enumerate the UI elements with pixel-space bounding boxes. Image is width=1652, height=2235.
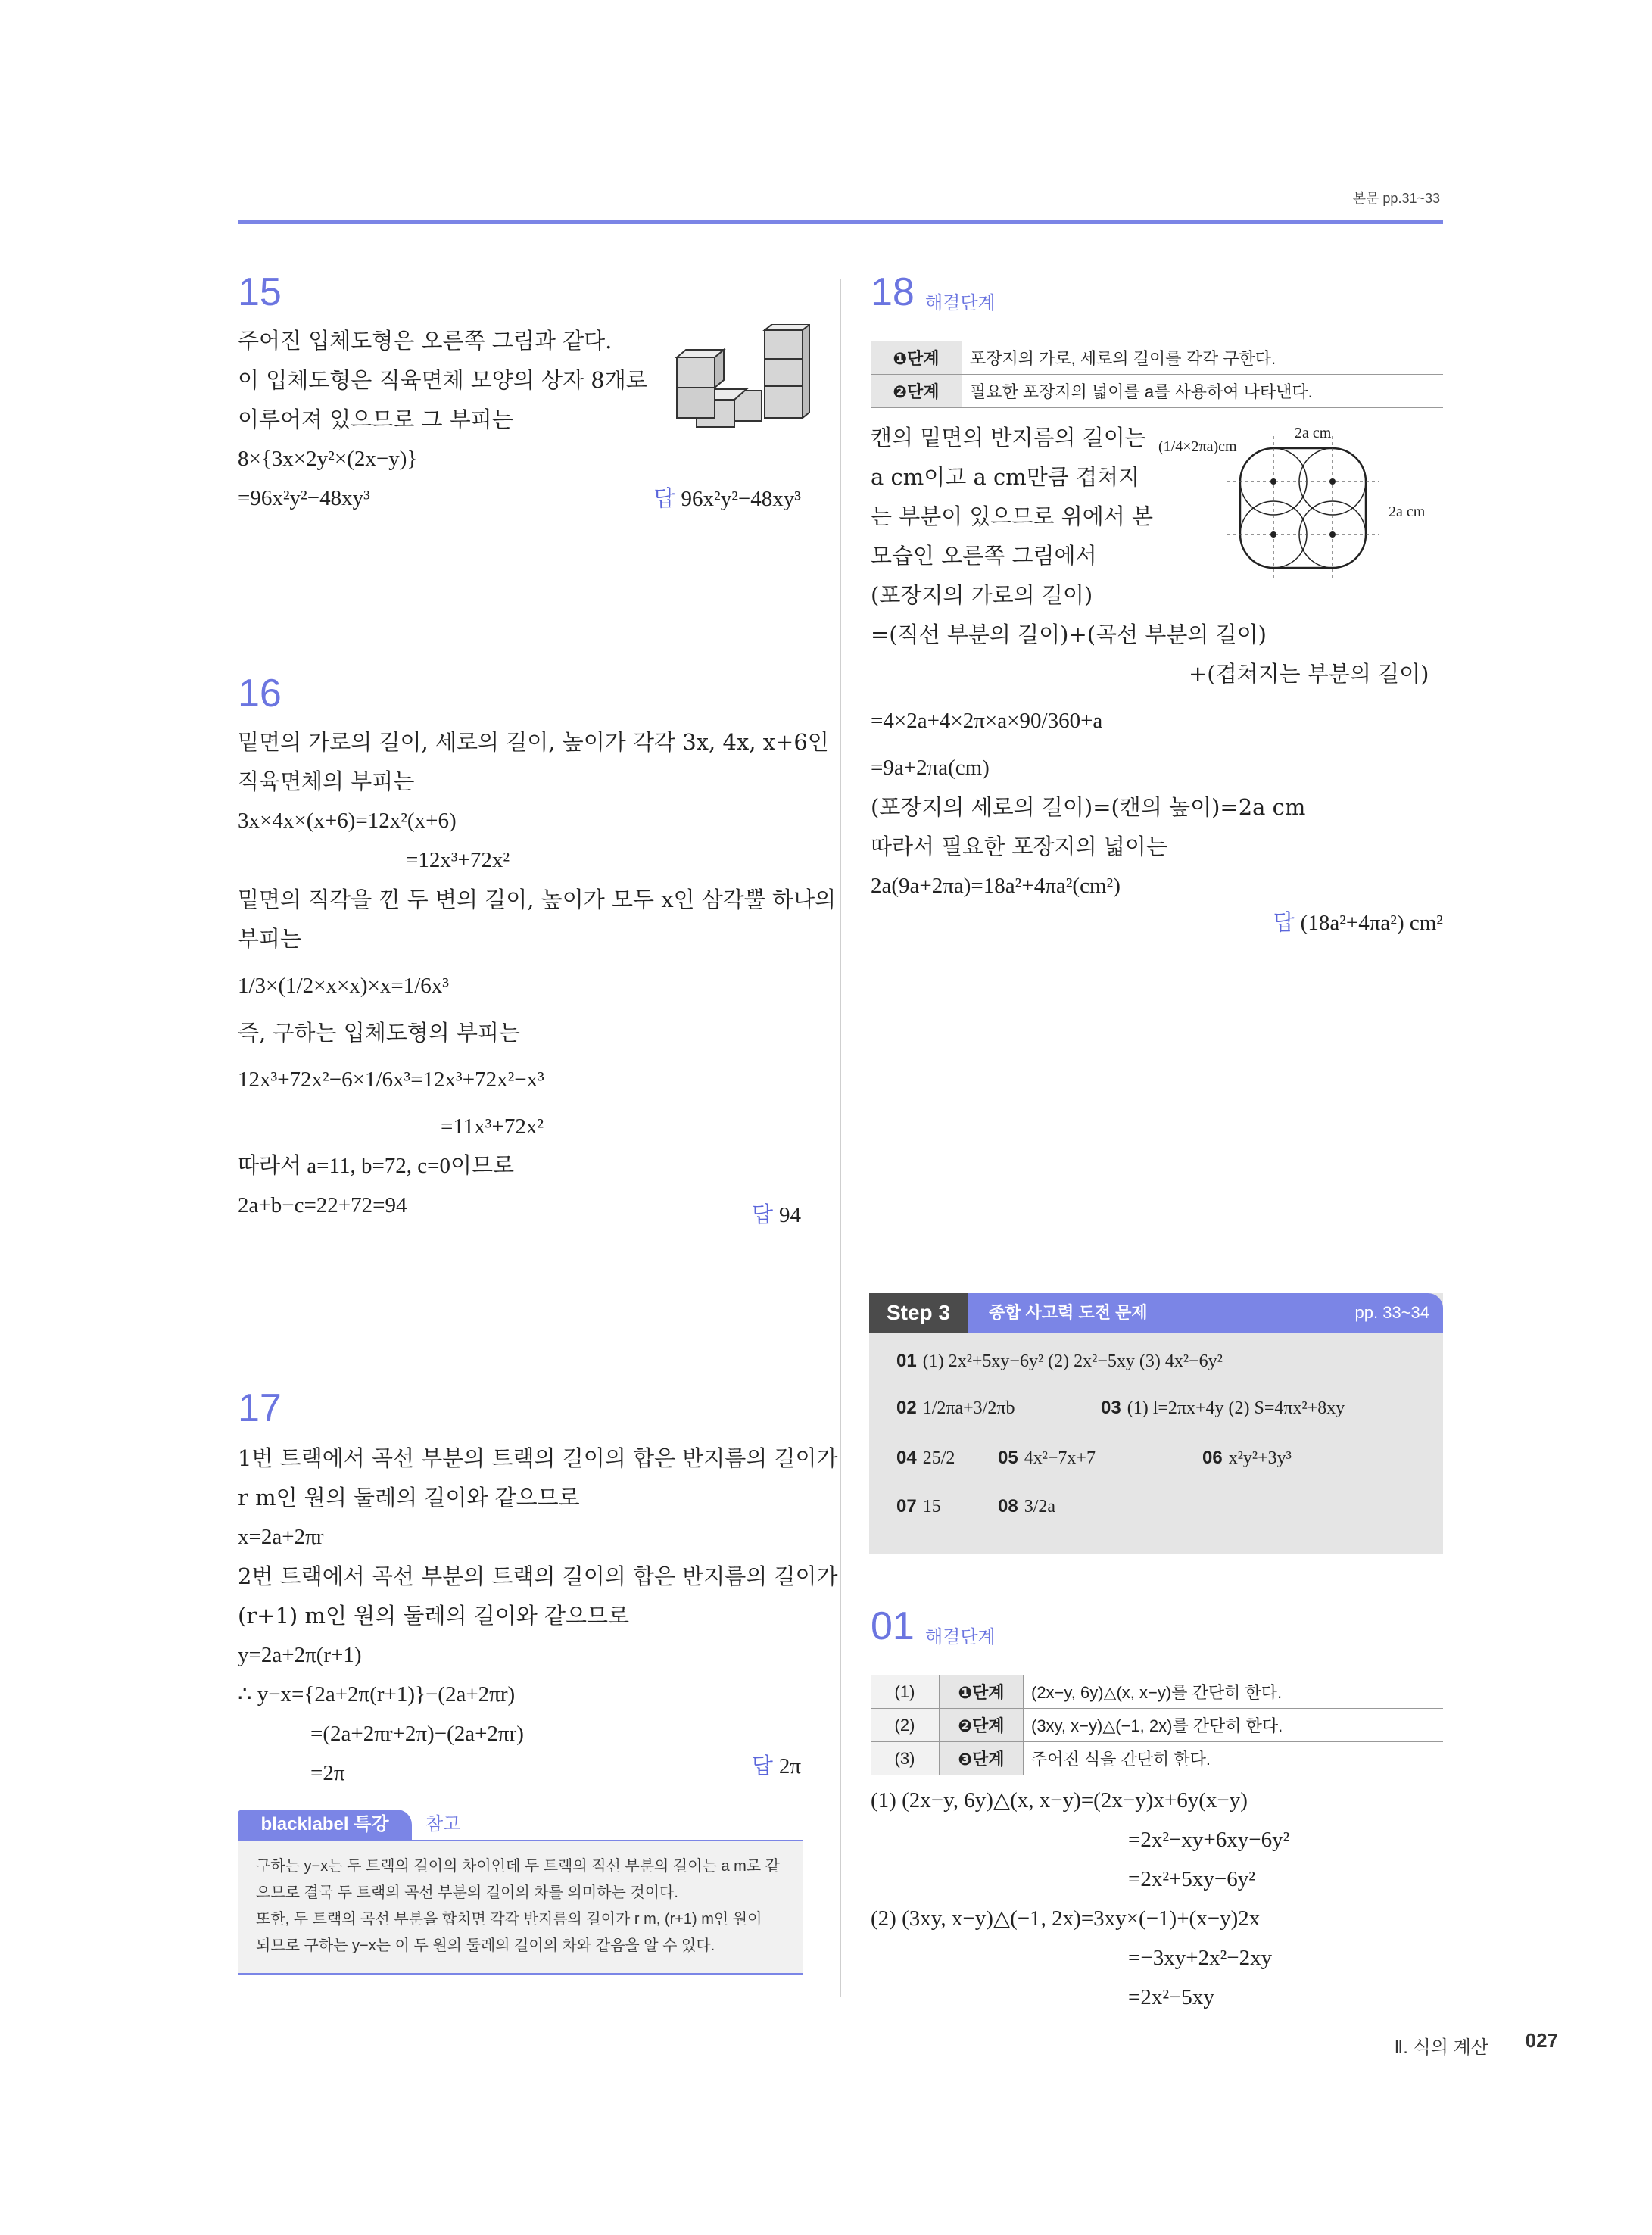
answer-val: x²y²+3y³ (1228, 1448, 1292, 1468)
formula-line: =12x³+72x² (406, 848, 510, 872)
note-line: 구하는 y−x는 두 트랙의 길이의 차이인데 두 트랙의 직선 부분의 길이는 a m로 같 (256, 1858, 780, 1875)
step3-title: 종합 사고력 도전 문제 (989, 1303, 1148, 1322)
answer-key: 08 (998, 1496, 1018, 1516)
formula-line: 1/3×(1/2×x×x)×x=1/6x³ (238, 974, 449, 998)
text-line: +(겹쳐지는 부분의 길이) (1189, 661, 1429, 687)
problem-18-tag: 해결단계 (925, 293, 996, 313)
problem-18-number: 18 (871, 270, 915, 314)
answer-row (896, 1496, 941, 1517)
formula-line: =9a+2πa(cm) (871, 756, 990, 780)
formula-line: ∴ y−x={2a+2π(r+1)}−(2a+2πr) (238, 1682, 516, 1707)
problem-01-solution (871, 1781, 1289, 2017)
formula-line: 12x³+72x²−6×1/6x³=12x³+72x²−x³ (238, 1068, 544, 1092)
formula-line: 2a(9a+2πa)=18a²+4πa²(cm²) (871, 874, 1121, 898)
cube (765, 330, 803, 359)
formula-line: 3x×4x×(x+6)=12x²(x+6) (238, 809, 457, 833)
answer-val: (1) l=2πx+4y (2) S=4πx²+8xy (1127, 1398, 1345, 1418)
formula-line: =2x²−5xy (1128, 1985, 1214, 2009)
answer-label: 답 (653, 487, 675, 511)
text-line: 는 부분이 있으므로 위에서 본 (871, 503, 1154, 529)
center-dot (1270, 531, 1276, 538)
blacklabel-tag: 참고 (425, 1814, 461, 1834)
cube (765, 357, 803, 386)
table-row (871, 1742, 1443, 1775)
text-line: 이루어져 있으므로 그 부피는 (238, 407, 513, 432)
note-line: 으므로 결국 두 트랙의 곡선 부분의 길이의 차를 의미하는 것이다. (256, 1884, 678, 1901)
text-line: (포장지의 세로의 길이)=(캔의 높이)=2a cm (871, 794, 1306, 820)
cube (765, 385, 803, 418)
center-dot (1329, 531, 1336, 538)
step-tag: ❸단계 (940, 1742, 1024, 1775)
problem-17-answer (752, 1749, 801, 1780)
text-line: 이 입체도형은 직육면체 모양의 상자 8개로 (238, 367, 647, 393)
answer-value: 94 (779, 1203, 801, 1227)
answer-row (998, 1496, 1055, 1517)
answer-val: 3/2a (1024, 1497, 1056, 1516)
note-line: 또한, 두 트랙의 곡선 부분을 합치면 각각 반지름의 길이가 r m, (r+1) m인 원이 (256, 1911, 762, 1928)
text-line: (r+1) m인 원의 둘레의 길이와 같으므로 (238, 1603, 630, 1629)
answer-key: 04 (896, 1448, 917, 1468)
answer-key: 07 (896, 1496, 917, 1516)
cube (677, 357, 715, 388)
step3-answer-box (869, 1293, 1443, 1554)
step-text: (3xy, x−y)△(−1, 2x)를 간단히 한다. (1024, 1709, 1444, 1742)
part-label: (2) (871, 1709, 940, 1742)
column-divider (840, 279, 841, 1997)
answer-row (896, 1398, 1015, 1419)
text-line: =(직선 부분의 길이)+(곡선 부분의 길이) (871, 622, 1267, 647)
answer-row (896, 1448, 955, 1469)
formula-line: =2x²+5xy−6y² (1128, 1867, 1255, 1891)
problem-15-answer (654, 482, 801, 513)
answer-key: 02 (896, 1398, 917, 1418)
part-label: (1) (871, 1675, 940, 1709)
step-tag: ❶단계 (871, 341, 962, 375)
blacklabel-badge: blacklabel 특강 (238, 1810, 412, 1840)
formula-line: =−3xy+2x²−2xy (1128, 1946, 1273, 1970)
text-line: 직육면체의 부피는 (238, 768, 415, 794)
problem-01-tag: 해결단계 (925, 1627, 996, 1647)
text-line: a cm이고 a cm만큼 겹쳐지 (871, 464, 1140, 490)
step-tag: ❶단계 (940, 1675, 1024, 1709)
blacklabel-box (238, 1840, 803, 1975)
answer-label: 답 (751, 1203, 773, 1227)
answer-val: 4x²−7x+7 (1024, 1448, 1096, 1468)
table-row (871, 341, 1443, 375)
center-dot (1329, 478, 1336, 485)
cube-side (803, 324, 810, 418)
problem-01-steps-table (871, 1675, 1443, 1775)
formula-line: =2π (310, 1761, 345, 1785)
answer-val: 15 (922, 1497, 941, 1516)
formula-line: x=2a+2πr (238, 1525, 324, 1549)
table-row (871, 1675, 1443, 1709)
text-line: 따라서 필요한 포장지의 넓이는 (871, 834, 1167, 859)
text-line: 캔의 밑면의 반지름의 길이는 (871, 425, 1146, 450)
text-line: 밑면의 가로의 길이, 세로의 길이, 높이가 각각 3x, 4x, x+6인 (238, 729, 829, 755)
note-line: 되므로 구하는 y−x는 이 두 원의 둘레의 길이의 차와 같음을 알 수 있다. (256, 1937, 715, 1954)
cube-stack-figure (674, 324, 810, 430)
cans-top-view-figure (1158, 421, 1438, 592)
answer-key: 01 (896, 1351, 917, 1371)
problem-16-answer (752, 1198, 801, 1229)
formula-line: y=2a+2π(r+1) (238, 1643, 362, 1667)
formula-line: 8×{3x×2y²×(2x−y)} (238, 447, 418, 471)
formula-line: (2) (3xy, x−y)△(−1, 2x)=3xy×(−1)+(x−y)2x (871, 1906, 1261, 1931)
formula-line: (1) (2x−y, 6y)△(x, x−y)=(2x−y)x+6y(x−y) (871, 1788, 1248, 1813)
problem-18-answer (1273, 906, 1443, 937)
text-line: 즉, 구하는 입체도형의 부피는 (238, 1020, 521, 1046)
chapter-title: Ⅱ. 식의 계산 (1394, 2037, 1488, 2058)
answer-value: (18a²+4πa²) cm² (1300, 911, 1443, 935)
answer-val: 25/2 (922, 1448, 955, 1468)
answer-key: 05 (998, 1448, 1018, 1468)
answer-val: 1/2πa+3/2πb (922, 1398, 1015, 1418)
text-line: r m인 원의 둘레의 길이와 같으므로 (238, 1485, 580, 1510)
formula-line: =(2a+2πr+2π)−(2a+2πr) (310, 1722, 524, 1746)
text-line: 2번 트랙에서 곡선 부분의 트랙의 길이의 합은 반지름의 길이가 (238, 1563, 838, 1589)
answer-key: 06 (1202, 1448, 1223, 1468)
step-tag: ❷단계 (940, 1709, 1024, 1742)
step3-pages: pp. 33~34 (1354, 1303, 1429, 1322)
step3-badge: Step 3 (869, 1293, 968, 1333)
problem-17-number: 17 (238, 1386, 282, 1430)
step-text: (2x−y, 6y)△(x, x−y)를 간단히 한다. (1024, 1675, 1444, 1709)
problem-16-number: 16 (238, 672, 282, 715)
text-line: 부피는 (238, 926, 302, 952)
height-label: 2a cm (1389, 503, 1426, 520)
step-text: 필요한 포장지의 넓이를 a를 사용하여 나타낸다. (962, 375, 1444, 408)
problem-17-text (238, 1439, 838, 1793)
answer-row (998, 1448, 1096, 1469)
formula-line: 따라서 a=11, b=72, c=0이므로 (238, 1154, 515, 1178)
step-text: 포장지의 가로, 세로의 길이를 각각 구한다. (962, 341, 1444, 375)
text-line: 모습인 오른쪽 그림에서 (871, 543, 1097, 569)
header-rule (238, 220, 1443, 224)
answer-value: 96x²y²−48xy³ (681, 487, 801, 511)
page-number: 027 (1525, 2029, 1558, 2052)
text-line: 밑면의 직각을 낀 두 변의 길이, 높이가 모두 x인 삼각뿔 하나의 (238, 887, 837, 912)
formula-line: =96x²y²−48xy³ (238, 486, 370, 510)
answer-label: 답 (1273, 911, 1295, 935)
part-label: (3) (871, 1742, 940, 1775)
answer-row (1202, 1448, 1292, 1469)
step-text: 주어진 식을 간단히 한다. (1024, 1742, 1444, 1775)
table-row (871, 1709, 1443, 1742)
answer-row (896, 1351, 1223, 1372)
answer-val: (1) 2x²+5xy−6y² (2) 2x²−5xy (3) 4x²−6y² (922, 1351, 1223, 1371)
answer-row (1101, 1398, 1345, 1419)
problem-01-number: 01 (871, 1604, 915, 1648)
formula-line: =2x²−xy+6xy−6y² (1128, 1828, 1290, 1852)
page-reference: 본문 pp.31~33 (1352, 191, 1440, 206)
text-line: (포장지의 가로의 길이) (871, 582, 1093, 608)
table-row (871, 375, 1443, 408)
cube-side (715, 350, 724, 388)
formula-line: =11x³+72x² (441, 1114, 544, 1139)
problem-16-text (238, 722, 836, 1225)
answer-label: 답 (751, 1754, 773, 1778)
answer-value: 2π (778, 1754, 801, 1778)
problem-18-steps-table (871, 341, 1443, 408)
problem-15-text (238, 321, 647, 518)
formula-line: 2a+b−c=22+72=94 (238, 1193, 407, 1217)
cube (677, 388, 715, 418)
width-label: 2a cm (1295, 425, 1332, 441)
answer-key: 03 (1101, 1398, 1121, 1418)
step-tag: ❷단계 (871, 375, 962, 408)
formula-line: =4×2a+4×2π×a×90/360+a (871, 709, 1103, 733)
problem-15-number: 15 (238, 270, 282, 314)
center-dot (1270, 478, 1276, 485)
text-line: 주어진 입체도형은 오른쪽 그림과 같다. (238, 328, 612, 354)
text-line: 1번 트랙에서 곡선 부분의 트랙의 길이의 합은 반지름의 길이가 (238, 1445, 838, 1471)
arc-length-label: (1/4×2πa)cm (1158, 438, 1237, 455)
